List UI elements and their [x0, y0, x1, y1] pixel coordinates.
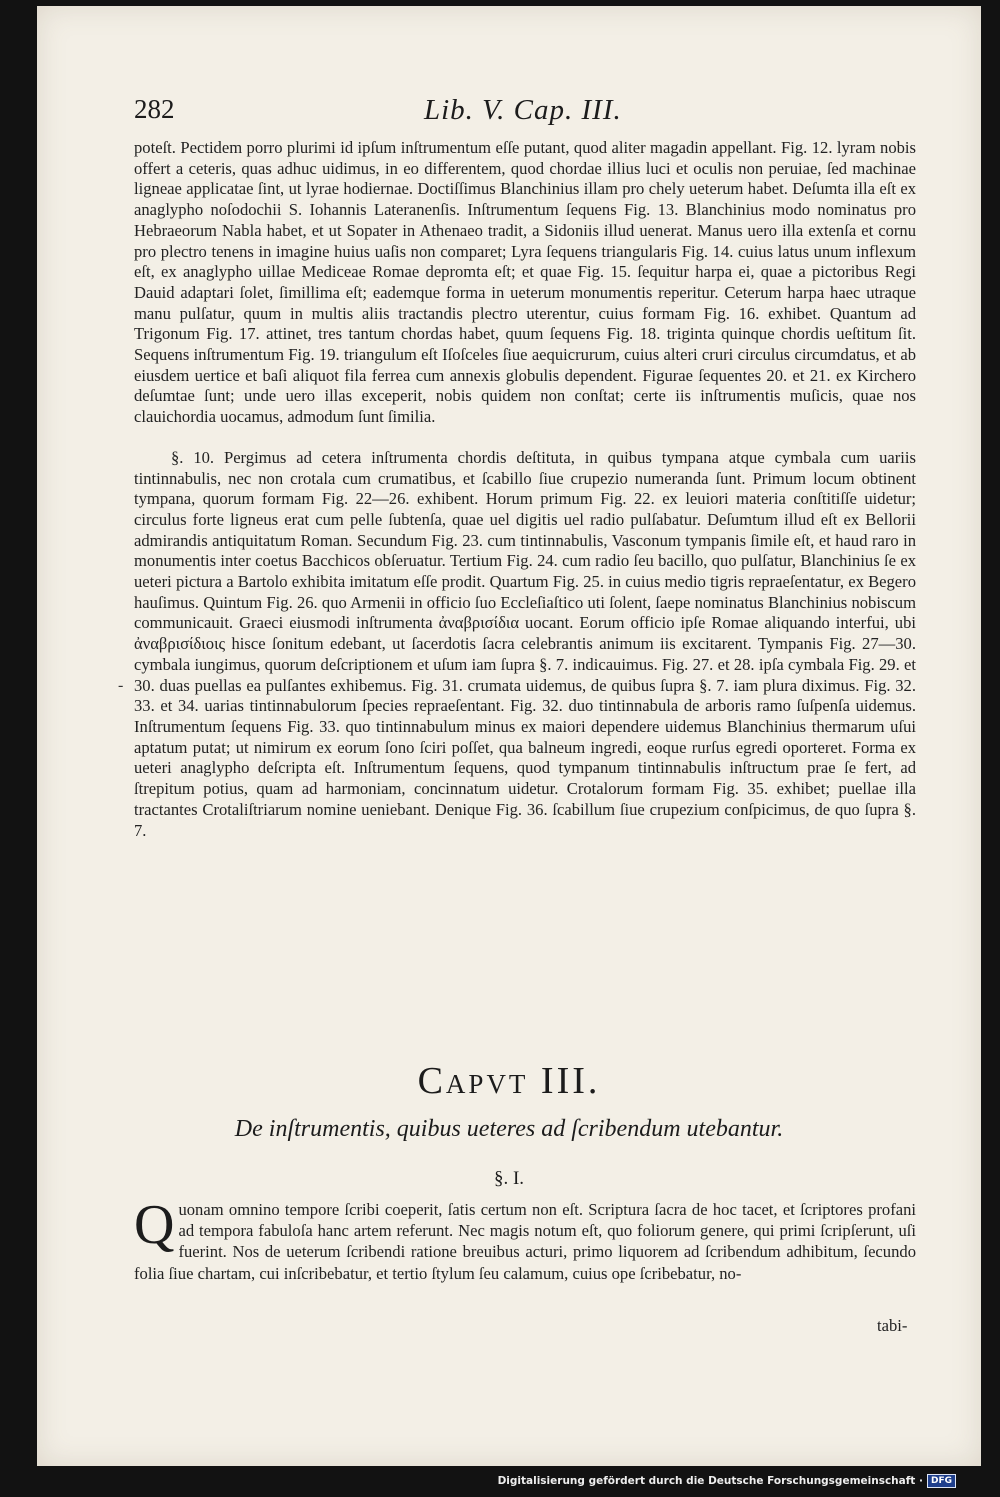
chapter-subtitle: De inſtrumentis, quibus ueteres ad ſcribendum utebantur. [234, 1116, 784, 1142]
paragraph-3 [134, 1194, 916, 1284]
main-text [134, 138, 916, 841]
margin-mark: - [118, 677, 124, 694]
paragraph-1: poteſt. Pectidem porro plurimi id ipſum inſtrumentum eſſe putant, quod aliter magadin appellant. Fig. 12. lyram nobis offert a ceteris, quas adhuc uidimus, in eo differentem, quod chordae illius luci et oculis non peruiae, ſed machinae ligneae applicatae ſint, ut lyrae hodiernae. Doctiſſimus Blanchinius illam pro chely ueterum habet. Deſumta illa eſt ex anaglypho noſodochii S. Iohannis Lateranenſis. Inſtrumentum ſequens Fig. 13. Blanchinius modo nominatus pro Hebraeorum Nabla habet, et ut Sopater in Athenaeo tradit, a Sidoniis illud uenerat. Manus uero illa extenſa et cornu pro plectro tenens in imagine huius uaſis non comparet; Lyra ſequens triangularis Fig. 14. cuius latus unum inflexum eſt, ex anaglypho uillae Mediceae Romae depromta eſt; et quae Fig. 15. ſequitur harpa ei, quae a pictoribus Regi Dauid adaptari ſolet, ſimillima eſt; eademque forma in ueterum monumentis reperitur. Ceterum harpa haec utraque manu pulſatur, quum in multis aliis tractandis plectro uterentur, cuius formam Fig. 16. exhibet. Quantum ad Trigonum Fig. 17. attinet, tres tantum chordas habet, quum ſequens Fig. 18. triginta quinque chordis ueſtitum ſit. Sequens inſtrumentum Fig. 19. triangulum eſt Iſoſceles ſiue aequicrurum, cuius alteri cruri circulus circumdatus, et ab eiusdem uertice et baſi aliquot fila ferrea cum annexis globulis dependent. Figurae ſequentes 20. et 21. ex Kirchero deſumtae ſunt; unde uero illas exceperit, nobis quidem non conſtat; certe iis inſtrumentis muſicis, quae nos clauichordia uocamus, admodum ſunt ſimilia. [134, 138, 916, 427]
footer-text: Digitalisierung gefördert durch die Deutsche Forschungsgemeinschaft · [497, 1475, 923, 1487]
catchword: tabi- [877, 1316, 908, 1335]
dfg-logo: DFG [927, 1474, 956, 1488]
running-title: Lib. V. Cap. III. [424, 94, 622, 126]
chapter-title: Capvt III. [417, 1060, 601, 1102]
footer-credit [498, 1471, 956, 1491]
book-page [37, 6, 981, 1466]
paragraph-3-text: uonam omnino tempore ſcribi coeperit, ſatis certum non eſt. Scriptura ſacra de hoc tacet, et ſcriptores profani ad tempora fabuloſa hanc artem referunt. Nec magis notum eſt, quo foliorum genere, qui primi ſcripſerunt, uſi fuerint. Nos de ueterum ſcribendi ratione breuibus acturi, primo liquorem ad ſcribendum adhibitum, ſecundo folia ſiue chartam, cui inſcribebatur, et tertio ſtylum ſeu calamum, cuius ope ſcribebatur, no- [134, 1200, 916, 1283]
page-header [134, 94, 904, 134]
drop-capital: Q [134, 1194, 175, 1256]
page-number: 282 [134, 94, 175, 124]
section-number: §. I. [493, 1168, 525, 1189]
paragraph-2: §. 10. Pergimus ad cetera inſtrumenta chordis deſtituta, in quibus tympana atque cymbala cum uariis tintinnabulis, nec non crotala cum crumatibus, et ſcabillo ſiue crupezio numeranda ſunt. Primum locum obtinent tympana, quorum formam Fig. 22—26. exhibent. Horum primum Fig. 22. ex leuiori materia conſtitiſſe uidetur; circulus forte ligneus erat cum pelle ſubtenſa, quae uel digitis uel radio pulſabatur. Deſumtum illud eſt ex Bellorii admirandis antiquitatum Roman. Secundum Fig. 23. cum tintinnabulis, Vasconum tympanis ſimile eſt, et haud raro in monumentis inter coetus Bacchicos obſeruatur. Tertium Fig. 24. cum radio ſeu bacillo, quo pulſatur, Blanchinius ſe ex ueteri pictura a Bartolo exhibita imitatum eſſe prodit. Quartum Fig. 25. in cuius medio tigris repraeſentatur, ex Begero hauſimus. Quintum Fig. 26. quo Armenii in officio ſuo Eccleſiaſtico uti ſolent, ſaepe nominatus Blanchinius nobiscum communicauit. Graeci eiusmodi inſtrumenta ἀναβρισίδια uocant. Eorum officio ipſe Romae aliquando interfui, ubi ἀναβρισίδιοις hisce ſonitum edebant, ut ſacerdotis ſacra celebrantis animum iis excitarent. Tympanis Fig. 27—30. cymbala iungimus, quorum deſcriptionem et uſum iam ſupra §. 7. indicauimus. Fig. 27. et 28. ipſa cymbala Fig. 29. et 30. duas puellas ea pulſantes exhibemus. Fig. 31. crumata uidemus, de quibus ſupra §. 7. iam plura diximus. Fig. 32. 33. et 34. uarias tintinnabulorum ſpecies repraeſentant. Fig. 32. duo tintinnabula de arboris ramo ſuſpenſa uidemus. Inſtrumentum ſequens Fig. 33. quo tintinnabulum minus ex maiori dependere uidemus Blanchinius thermarum uſui aptatum putat; ut nimirum ex eorum ſono ſciri poſſet, qua balneum ingredi, eoque rurſus egredi oporteret. Forma ex ueteri anaglypho deſcripta eſt. Inſtrumentum ſequens, quod tympanum tintinnabulis inſtructum prae ſe fert, ad ſtrepitum potius, quam ad harmoniam, concinnatum uidetur. Crotalorum formam Fig. 35. exhibet; puellae illa tractantes Crotaliſtriarum nomine ueniebant. Denique Fig. 36. ſcabillum ſiue crupezium conſpicimus, de quo ſupra §. 7. [134, 447, 916, 840]
